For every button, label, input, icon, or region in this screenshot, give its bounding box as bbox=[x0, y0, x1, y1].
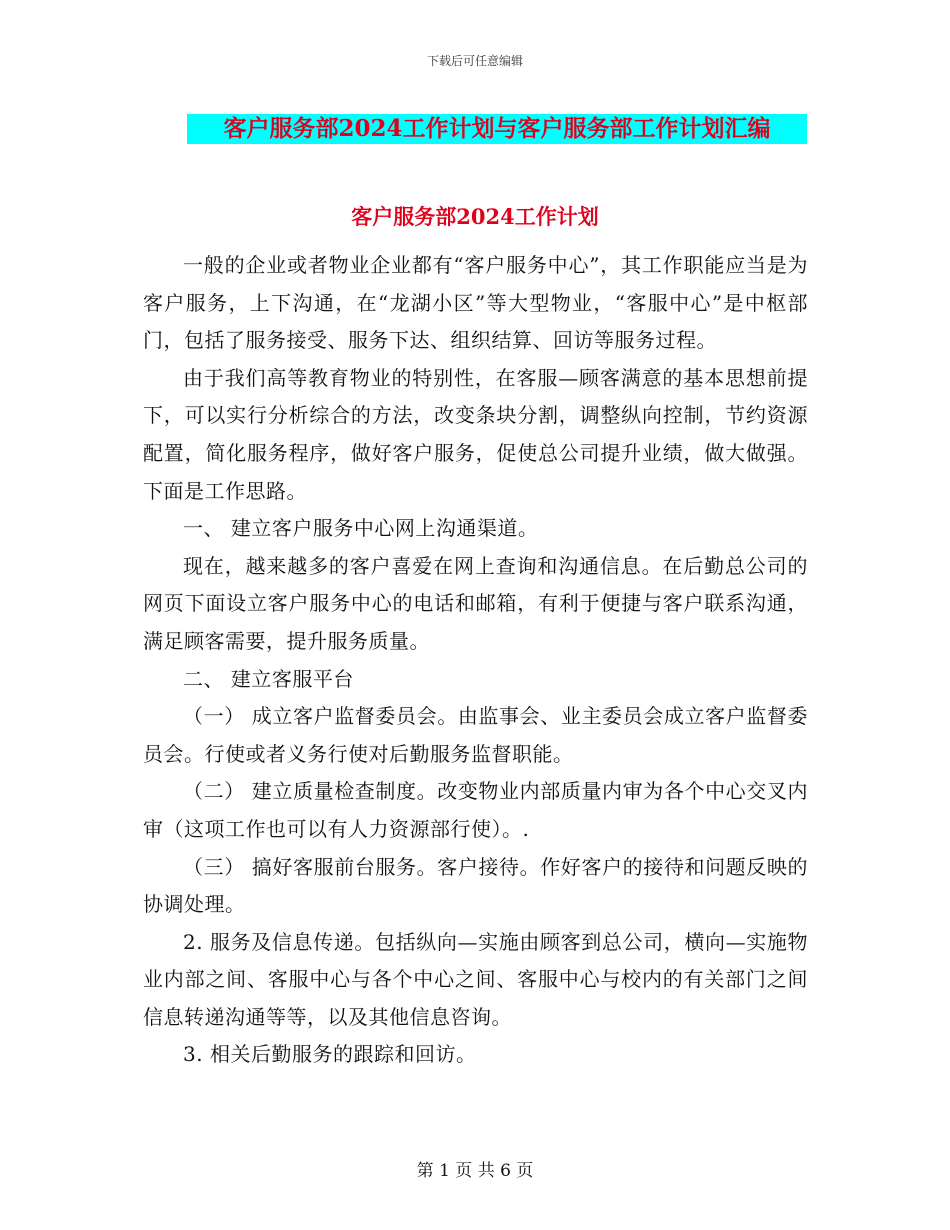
document-body bbox=[143, 247, 808, 1074]
paragraph-online-channel: 现在，越来越多的客户喜爱在网上查询和沟通信息。在后勤总公司的网页下面设立客户服务中心的电话和邮箱，有利于便捷与客户联系沟通，满足顾客需要，提升服务质量。 bbox=[143, 553, 808, 653]
page-footer: 第 1 页 共 6 页 bbox=[416, 1161, 534, 1181]
paragraph-subitem-2: （二） 建立质量检查制度。改变物业内部质量内审为各个中心交叉内审（这项工作也可以有人力资源部行使）。. bbox=[143, 779, 808, 841]
paragraph-subitem-1: （一） 成立客户监督委员会。由监事会、业主委员会成立客户监督委员会。行使或者义务行使对后勤服务监督职能。 bbox=[143, 704, 808, 766]
paragraph-approach: 由于我们高等教育物业的特别性，在客服—顾客满意的基本思想前提下，可以实行分析综合的方法，改变条块分割，调整纵向控制，节约资源配置，简化服务程序，做好客户服务，促使总公司提升业绩，做大做强。下面是工作思路。 bbox=[143, 365, 808, 503]
section-title: 客户服务部2024工作计划 bbox=[351, 204, 599, 229]
paragraph-subitem-3: （三） 搞好客服前台服务。客户接待。作好客户的接待和问题反映的协调处理。 bbox=[143, 854, 808, 917]
header-note: 下载后可任意编辑 bbox=[426, 54, 523, 68]
paragraph-point-2: 2. 服务及信息传递。包括纵向—实施由顾客到总公司，横向—实施物业内部之间、客服中心与各个中心之间、客服中心与校内的有关部门之间信息转递沟通等等，以及其他信息咨询。 bbox=[143, 929, 808, 1029]
paragraph-intro: 一般的企业或者物业企业都有“客户服务中心”，其工作职能应当是为客户服务，上下沟通，在“龙湖小区”等大型物业，“客服中心”是中枢部门，包括了服务接受、服务下达、组织结算、回访等服务过程。 bbox=[143, 253, 808, 353]
heading-item-2: 二、 建立客服平台 bbox=[183, 666, 354, 691]
paragraph-point-3: 3. 相关后勤服务的跟踪和回访。 bbox=[183, 1042, 477, 1067]
document-main-title: 客户服务部2024工作计划与客户服务部工作计划汇编 bbox=[187, 114, 807, 144]
heading-item-1: 一、 建立客户服务中心网上沟通渠道。 bbox=[183, 516, 539, 541]
